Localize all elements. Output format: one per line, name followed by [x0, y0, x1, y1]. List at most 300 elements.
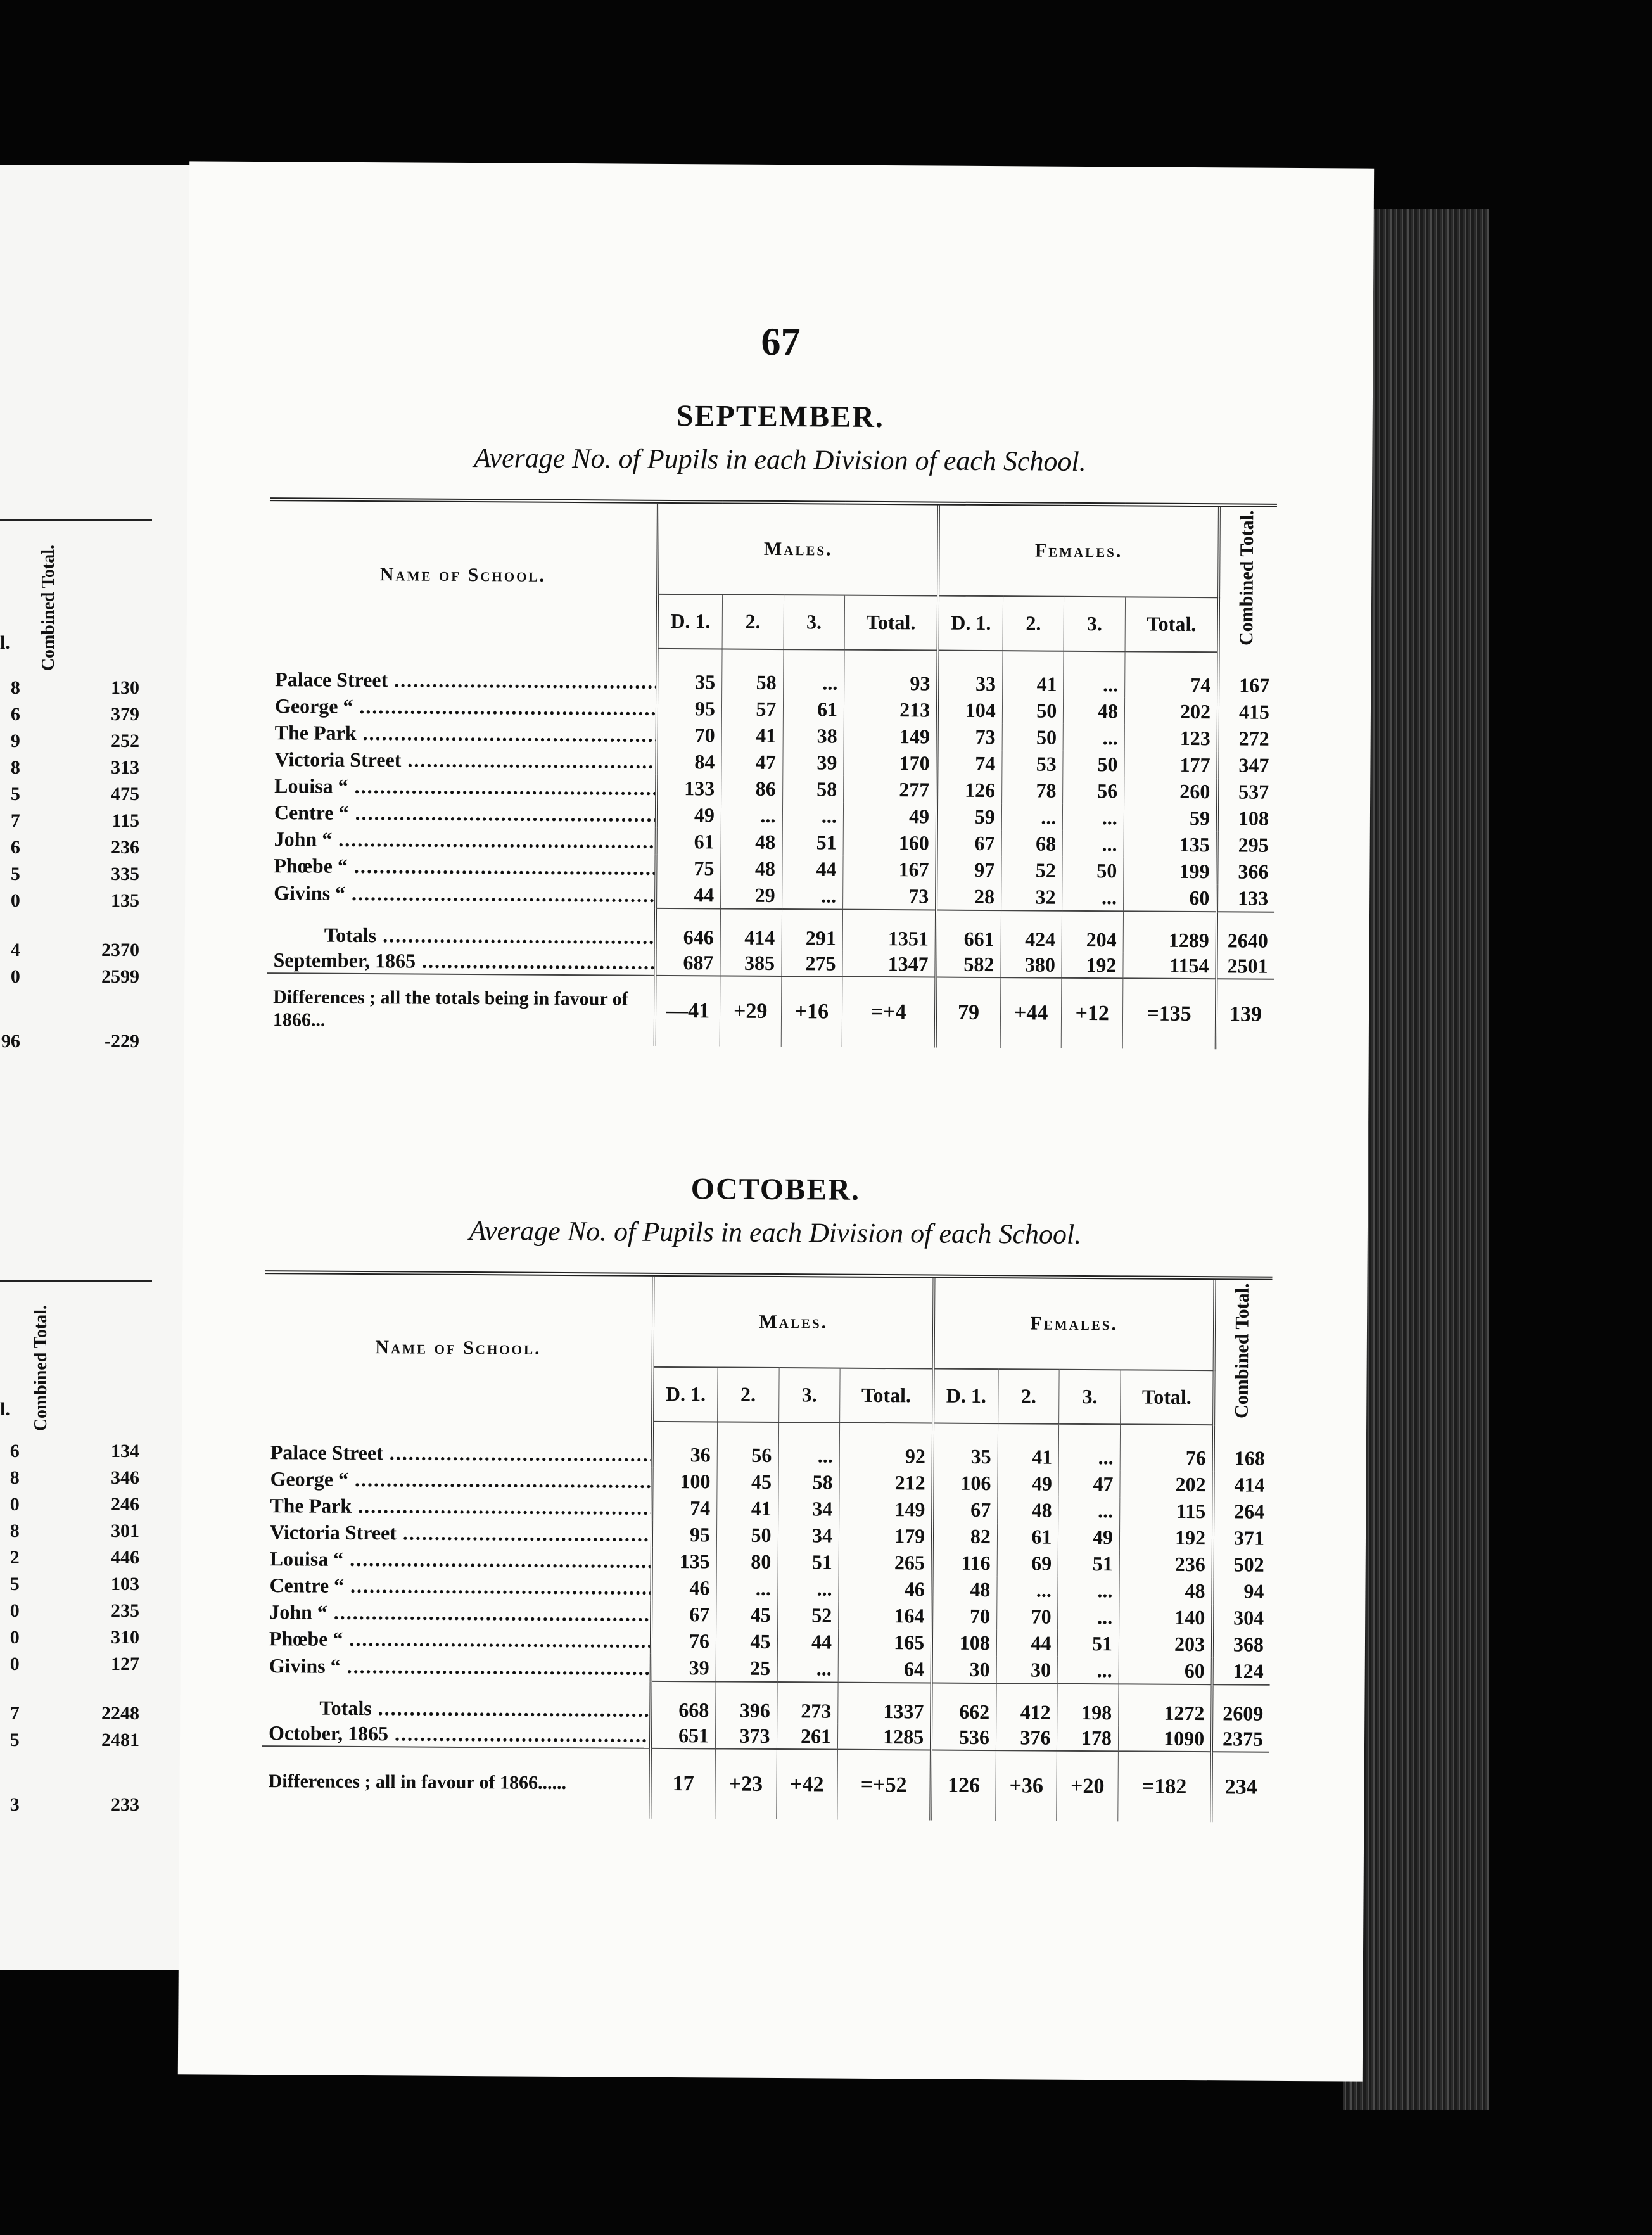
school-name: Victoria Street ..... — [264, 1519, 652, 1548]
males-cell: 51 — [782, 829, 844, 856]
females-col-header: 3. — [1064, 596, 1125, 651]
males-cell: 75 — [656, 855, 721, 882]
header-row — [269, 499, 1277, 597]
females-cell: 582 — [936, 952, 1001, 978]
males-diff-cell: +16 — [781, 976, 842, 1047]
males-cell: 57 — [721, 696, 783, 723]
females-cell: 178 — [1057, 1725, 1119, 1752]
males-cell: 1337 — [838, 1683, 932, 1724]
females-cell: ... — [1059, 1424, 1121, 1471]
males-cell: 39 — [651, 1654, 716, 1682]
left-cell: 5 — [10, 1729, 20, 1750]
females-diff-cell: 126 — [931, 1750, 996, 1821]
left-cell: 5 — [10, 1574, 20, 1595]
left-row — [0, 728, 190, 755]
left-cell: 0 — [10, 1653, 20, 1674]
males-cell: 86 — [721, 775, 783, 803]
females-cell: ... — [1062, 884, 1124, 912]
females-cell: 48 — [998, 1497, 1059, 1524]
combined-cell: 108 — [1217, 805, 1275, 832]
left-row — [0, 1465, 190, 1491]
males-cell: 70 — [657, 722, 721, 749]
females-cell: 50 — [1002, 697, 1064, 725]
left-cell: 7 — [10, 810, 20, 831]
females-cell: 53 — [1002, 751, 1064, 778]
males-cell: 275 — [781, 950, 842, 977]
left-cell: 6 — [10, 837, 20, 858]
left-cell: 0 — [10, 890, 20, 911]
females-diff-cell: 79 — [936, 977, 1001, 1048]
males-cell: 135 — [652, 1548, 716, 1575]
males-cell: 56 — [717, 1422, 778, 1469]
school-name: Phœbe “ ..... — [263, 1625, 652, 1654]
october-title: OCTOBER. — [690, 1172, 861, 1207]
females-cell: 47 — [1058, 1470, 1120, 1498]
left-cell: 335 — [111, 863, 139, 884]
males-cell: 34 — [778, 1522, 839, 1549]
females-cell: 35 — [933, 1423, 998, 1470]
left-spacer — [0, 914, 190, 937]
females-diff-cell: =182 — [1118, 1752, 1212, 1823]
males-cell: 651 — [651, 1722, 715, 1749]
males-cell: 84 — [657, 748, 721, 775]
males-cell: 100 — [652, 1468, 717, 1495]
left-page-fragment — [0, 165, 190, 1970]
males-cell: 50 — [716, 1522, 778, 1549]
females-cell: 78 — [1001, 777, 1063, 805]
left-col-tail: l. — [0, 632, 10, 653]
school-name: Phœbe “ ..... — [267, 852, 656, 881]
males-header: Males. — [653, 1275, 934, 1368]
totals-label: Totals ..... — [267, 906, 656, 950]
school-name: John “ ..... — [263, 1598, 652, 1627]
males-cell: ... — [782, 882, 843, 910]
females-cell: 69 — [997, 1550, 1058, 1577]
females-cell: 1272 — [1119, 1684, 1212, 1726]
females-cell: 203 — [1119, 1631, 1212, 1658]
males-cell: 273 — [777, 1682, 838, 1724]
left-row — [0, 888, 190, 914]
males-cell: 58 — [722, 649, 784, 696]
males-cell: 41 — [721, 722, 783, 749]
males-cell: ... — [777, 1575, 839, 1602]
males-cell: 385 — [720, 950, 782, 977]
females-cell: 140 — [1119, 1604, 1213, 1631]
males-cell: 167 — [843, 856, 937, 883]
name-of-school-header: Name of School. — [269, 499, 659, 649]
females-diff-cell: +20 — [1057, 1751, 1118, 1822]
females-cell: 33 — [937, 651, 1003, 697]
males-cell: 49 — [656, 801, 721, 829]
combined-cell: 371 — [1213, 1525, 1271, 1552]
males-cell: 73 — [843, 882, 937, 910]
combined-cell: 168 — [1214, 1425, 1271, 1472]
males-cell: 212 — [839, 1469, 933, 1496]
males-col-header: Total. — [840, 1368, 934, 1423]
males-cell: 261 — [777, 1723, 838, 1750]
totals-label: Totals ..... — [262, 1679, 651, 1722]
combined-cell: 415 — [1218, 699, 1276, 726]
females-header: Females. — [938, 504, 1219, 597]
females-cell: 70 — [996, 1603, 1058, 1631]
school-name: Givins “ ..... — [267, 879, 656, 908]
females-cell: 116 — [932, 1550, 997, 1577]
left-cell: 8 — [10, 757, 20, 778]
males-diff-cell: =+4 — [842, 977, 936, 1048]
left-diff-row — [0, 1792, 190, 1818]
left-row — [0, 675, 190, 701]
left-total-row — [0, 1700, 190, 1727]
females-cell: 51 — [1058, 1630, 1119, 1657]
females-cell: 68 — [1001, 831, 1063, 858]
combined-cell: 2501 — [1216, 953, 1274, 980]
males-cell: 165 — [838, 1629, 932, 1656]
left-spacer-row — [0, 914, 190, 937]
left-cell: 5 — [10, 784, 20, 805]
females-cell: 28 — [936, 883, 1001, 911]
females-cell: ... — [1063, 804, 1124, 831]
left-row — [0, 1544, 190, 1571]
left-spacer-row — [0, 990, 190, 1028]
table-row — [269, 647, 1276, 699]
females-cell: 60 — [1123, 884, 1217, 912]
left-rule — [0, 1280, 152, 1282]
september-subtitle: Average No. of Pupils in each Division of each School. — [473, 442, 1086, 477]
females-cell: 41 — [998, 1424, 1059, 1471]
left-cell: 313 — [111, 757, 139, 778]
left-diff-row — [0, 1028, 190, 1055]
females-cell: 59 — [1124, 805, 1217, 832]
left-cell: 235 — [111, 1600, 139, 1621]
combined-cell: 537 — [1217, 779, 1275, 806]
left-cell: 4 — [10, 939, 20, 960]
females-cell: 59 — [937, 803, 1001, 831]
males-cell: 45 — [717, 1468, 778, 1496]
males-cell: 36 — [652, 1422, 718, 1468]
left-total-row — [0, 964, 190, 990]
females-cell: ... — [997, 1577, 1058, 1604]
header-row — [265, 1272, 1273, 1370]
combined-diff-cell: 234 — [1211, 1752, 1269, 1823]
males-cell: 164 — [839, 1602, 932, 1629]
females-cell: 536 — [931, 1724, 996, 1751]
combined-cell: 347 — [1217, 752, 1275, 779]
prev-label: September, 1865 ..... — [267, 947, 656, 976]
females-cell: 30 — [932, 1656, 996, 1684]
females-cell: 662 — [931, 1683, 996, 1725]
males-cell: 213 — [844, 696, 937, 723]
females-cell: 50 — [1063, 751, 1124, 778]
males-cell: 149 — [844, 723, 937, 750]
left-row — [0, 808, 190, 834]
school-name: The Park ..... — [264, 1492, 652, 1521]
males-cell: 47 — [721, 749, 783, 776]
males-cell: ... — [721, 802, 782, 829]
school-name: George “ ..... — [264, 1465, 652, 1494]
name-of-school-header: Name of School. — [264, 1272, 654, 1422]
combined-cell: 366 — [1217, 858, 1274, 886]
left-cell: 3 — [10, 1794, 20, 1815]
left-cell: 127 — [111, 1653, 139, 1674]
left-row — [0, 1438, 190, 1465]
left-cell: 379 — [111, 704, 139, 725]
females-cell: 380 — [1001, 952, 1062, 979]
females-col-header: 2. — [998, 1369, 1059, 1424]
females-cell: ... — [1058, 1577, 1119, 1604]
males-cell: 35 — [657, 649, 722, 696]
females-cell: 49 — [1058, 1524, 1120, 1551]
left-combined-header: Combined Total. — [39, 545, 58, 672]
left-cell: 9 — [10, 730, 20, 751]
combined-cell: 502 — [1213, 1551, 1271, 1579]
males-col-header: 3. — [784, 595, 845, 650]
combined-diff-cell: 139 — [1216, 979, 1274, 1050]
males-col-header: D. 1. — [658, 594, 723, 649]
females-cell: 260 — [1124, 778, 1218, 805]
females-cell: 56 — [1063, 777, 1124, 805]
october-table — [262, 1270, 1272, 1823]
females-cell: 67 — [932, 1496, 997, 1524]
females-cell: 115 — [1120, 1498, 1214, 1525]
left-oct-table — [0, 1438, 190, 1818]
combined-cell: 2609 — [1212, 1685, 1269, 1727]
school-name: Victoria Street ..... — [268, 746, 657, 775]
males-col-header: 3. — [778, 1368, 840, 1423]
left-row — [0, 1651, 190, 1678]
males-cell: ... — [782, 802, 844, 829]
males-cell: 74 — [652, 1494, 716, 1522]
males-diff-cell: —41 — [655, 976, 720, 1047]
males-col-header: Total. — [844, 595, 938, 651]
september-data-table — [267, 497, 1277, 1050]
females-cell: 76 — [1120, 1425, 1214, 1472]
left-spacer — [0, 990, 190, 1028]
left-cell: 2248 — [101, 1703, 139, 1724]
males-cell: 52 — [777, 1601, 839, 1629]
left-cell: 0 — [10, 1600, 20, 1621]
males-diff-cell: +42 — [776, 1749, 837, 1820]
males-cell: 149 — [839, 1496, 933, 1523]
school-name: Centre “ ..... — [268, 799, 657, 828]
prev-label: October, 1865 ..... — [262, 1720, 651, 1748]
females-cell: 32 — [1001, 884, 1062, 912]
combined-cell: 2640 — [1217, 912, 1274, 954]
school-name: The Park ..... — [269, 720, 658, 749]
males-cell: 58 — [782, 775, 844, 803]
left-cell: 2481 — [101, 1729, 139, 1750]
females-cell: 108 — [932, 1629, 996, 1657]
males-cell: 41 — [717, 1495, 778, 1522]
females-cell: 67 — [937, 830, 1001, 857]
school-name: George “ ..... — [269, 693, 658, 722]
males-cell: 1351 — [842, 910, 936, 952]
left-cell: 2 — [10, 1547, 20, 1568]
males-cell: 48 — [721, 855, 782, 882]
left-cell: 6 — [10, 1441, 20, 1461]
females-cell: 106 — [933, 1470, 998, 1497]
females-cell: 44 — [996, 1630, 1058, 1657]
males-cell: ... — [777, 1655, 839, 1683]
females-cell: 204 — [1062, 911, 1124, 953]
females-cell: 48 — [1064, 697, 1125, 725]
males-cell: 95 — [657, 695, 721, 722]
females-cell: 61 — [997, 1524, 1058, 1551]
left-cell: 2599 — [101, 966, 139, 987]
females-cell: 376 — [996, 1725, 1057, 1752]
males-cell: 67 — [651, 1601, 716, 1628]
differences-row — [267, 973, 1274, 1050]
left-cell: 233 — [111, 1794, 139, 1815]
left-combined-header: Combined Total. — [31, 1305, 51, 1432]
males-diff-cell: =+52 — [837, 1750, 931, 1821]
left-cell: 130 — [111, 677, 139, 698]
females-cell: 192 — [1062, 952, 1123, 979]
left-spacer — [0, 1678, 190, 1700]
left-row — [0, 701, 190, 728]
september-table — [267, 497, 1277, 1050]
females-cell: 135 — [1124, 831, 1217, 858]
left-spacer-row — [0, 1678, 190, 1700]
left-row — [0, 781, 190, 808]
males-cell: 179 — [839, 1522, 932, 1550]
males-cell: 61 — [783, 696, 844, 723]
left-cell: 310 — [111, 1627, 139, 1648]
combined-cell: 414 — [1213, 1472, 1271, 1499]
school-name: Louisa “ ..... — [268, 772, 657, 801]
females-cell: 82 — [932, 1523, 997, 1550]
females-cell: 48 — [1119, 1577, 1213, 1605]
left-cell: 8 — [10, 1467, 20, 1488]
combined-cell: 295 — [1217, 832, 1275, 859]
combined-cell: 124 — [1212, 1658, 1270, 1686]
males-diff-cell: +23 — [715, 1749, 777, 1820]
males-cell: 92 — [839, 1423, 933, 1470]
males-cell: 265 — [839, 1549, 932, 1576]
left-cell: 0 — [10, 966, 20, 987]
males-cell: 80 — [716, 1548, 778, 1576]
males-cell: 58 — [778, 1468, 839, 1496]
left-cell: 0 — [10, 1627, 20, 1648]
left-cell: 446 — [111, 1547, 139, 1568]
left-cell: 346 — [111, 1467, 139, 1488]
females-cell: 70 — [932, 1603, 996, 1630]
october-subtitle: Average No. of Pupils in each Division of each School. — [469, 1215, 1082, 1250]
table-row — [264, 1419, 1271, 1472]
males-cell: 44 — [777, 1628, 839, 1655]
females-cell: 50 — [1062, 857, 1124, 884]
left-cell: 8 — [10, 677, 20, 698]
males-cell: 687 — [656, 950, 720, 976]
males-cell: 1347 — [842, 951, 936, 977]
left-row — [0, 1598, 190, 1624]
combined-total-header: Combined Total. — [1214, 1278, 1272, 1425]
males-cell: 46 — [839, 1576, 932, 1603]
left-cell: 8 — [10, 1520, 20, 1541]
left-col-tail: l. — [0, 1399, 10, 1420]
page-number: 67 — [761, 320, 801, 364]
combined-total-header: Combined Total. — [1219, 505, 1277, 653]
females-cell: 74 — [1125, 652, 1219, 699]
combined-cell: 368 — [1212, 1631, 1270, 1659]
females-cell: ... — [1057, 1657, 1119, 1684]
females-cell: ... — [1001, 804, 1063, 831]
combined-cell: 94 — [1212, 1578, 1270, 1605]
females-cell: 198 — [1057, 1684, 1119, 1726]
females-col-header: D. 1. — [938, 595, 1003, 651]
left-cell: 103 — [111, 1574, 139, 1595]
left-row — [0, 834, 190, 861]
males-cell: 64 — [838, 1655, 932, 1683]
males-cell: 668 — [651, 1681, 716, 1723]
differences-label: Differences ; all the totals being in favour of 1866... — [267, 973, 656, 1046]
females-col-header: 2. — [1003, 596, 1064, 651]
females-cell: 192 — [1119, 1524, 1213, 1551]
females-diff-cell: +36 — [996, 1751, 1057, 1822]
left-cell: 252 — [111, 730, 139, 751]
females-diff-cell: +44 — [1000, 978, 1062, 1049]
males-cell: 396 — [716, 1682, 777, 1724]
females-cell: 126 — [937, 777, 1001, 804]
left-row — [0, 861, 190, 888]
combined-cell: 2375 — [1212, 1726, 1269, 1753]
females-cell: 49 — [998, 1470, 1059, 1498]
males-cell: 160 — [843, 829, 937, 856]
october-data-table — [262, 1270, 1272, 1823]
left-sep-table — [0, 675, 190, 1055]
females-cell: 97 — [936, 856, 1001, 884]
males-cell: 277 — [844, 776, 937, 803]
males-cell: ... — [716, 1575, 778, 1602]
males-cell: 34 — [778, 1495, 839, 1522]
males-cell: 39 — [782, 749, 844, 776]
left-row — [0, 1491, 190, 1518]
left-oct-values — [0, 1438, 190, 1818]
males-cell: 170 — [844, 749, 937, 777]
school-name: Palace Street ..... — [269, 647, 658, 696]
males-cell: 49 — [843, 803, 937, 830]
males-cell: 45 — [716, 1601, 778, 1629]
left-cell: 96 — [1, 1031, 20, 1052]
left-row — [0, 1571, 190, 1598]
females-cell: ... — [1058, 1497, 1120, 1524]
males-col-header: 2. — [722, 594, 784, 649]
left-cell: 475 — [111, 784, 139, 805]
females-cell: ... — [1058, 1603, 1119, 1631]
females-cell: 41 — [1002, 651, 1064, 698]
school-name: Givins “ ..... — [263, 1652, 652, 1681]
males-cell: 48 — [721, 829, 782, 856]
left-row — [0, 1518, 190, 1544]
males-cell: 44 — [782, 855, 843, 882]
combined-cell: 272 — [1218, 725, 1276, 753]
males-cell: 25 — [716, 1655, 777, 1683]
males-header: Males. — [658, 502, 939, 595]
females-col-header: Total. — [1121, 1370, 1214, 1425]
combined-cell: 133 — [1217, 885, 1274, 913]
school-name: Palace Street ..... — [264, 1419, 653, 1468]
males-cell: 95 — [652, 1521, 716, 1548]
females-cell: 202 — [1120, 1471, 1214, 1498]
school-name: Louisa “ ..... — [264, 1545, 652, 1574]
females-cell: 60 — [1119, 1657, 1212, 1685]
females-cell: 123 — [1124, 725, 1218, 752]
left-cell: 301 — [111, 1520, 139, 1541]
females-cell: 661 — [936, 910, 1001, 952]
left-row — [0, 755, 190, 781]
left-total-row — [0, 1727, 190, 1754]
left-cell: 0 — [10, 1494, 20, 1515]
females-diff-cell: =135 — [1122, 979, 1216, 1050]
